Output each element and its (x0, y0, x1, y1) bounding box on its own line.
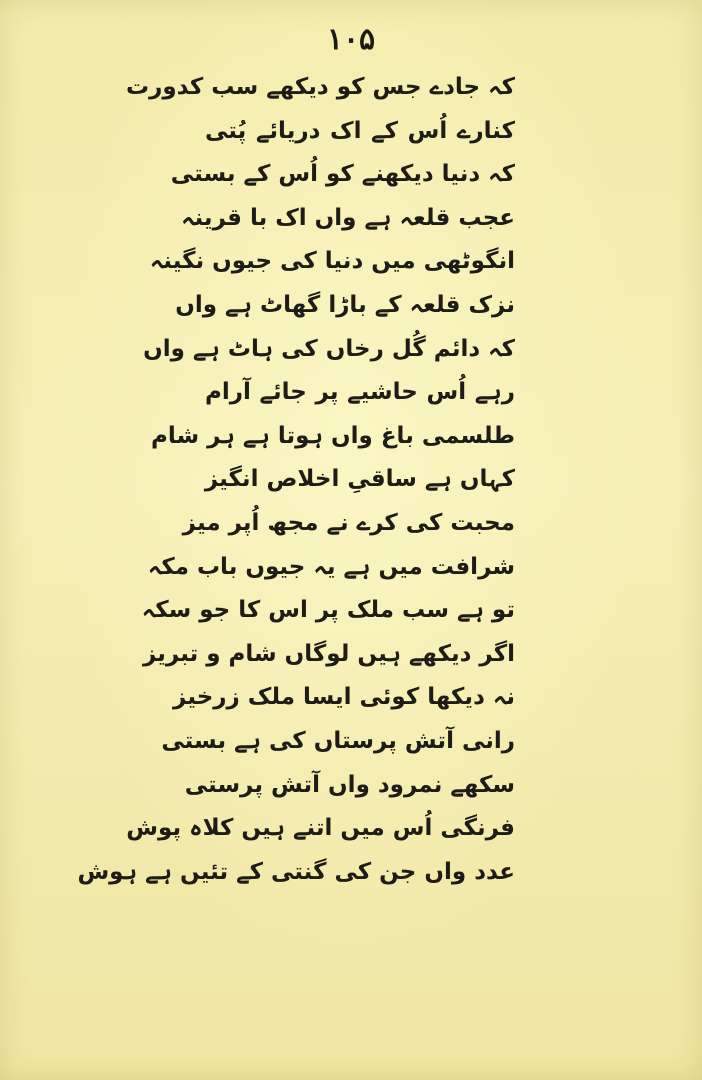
verse-line: عجب قلعہ ہے واں اک با قرینہ (181, 204, 515, 231)
verse-line: کنارے اُس کے اک دریائے پُتی (205, 117, 515, 144)
verse-line: نزک قلعہ کے باڑا گھاٹ ہے واں (175, 291, 515, 318)
page-number: ۱۰۵ (326, 22, 376, 57)
verse-line: کہ دنیا دیکھنے کو اُس کے بستی (170, 161, 515, 188)
verse-line: اگر دیکھے ہیں لوگاں شام و تبریز (142, 640, 515, 667)
verse-line: کہ دائم گُل رخاں کی ہاٹ ہے واں (143, 335, 515, 362)
verse-line: کہاں ہے ساقیِ اخلاص انگیز (204, 466, 515, 493)
verse-line: تو ہے سب ملک پر اس کا جو سکہ (141, 597, 515, 624)
verse-line: فرنگی اُس میں اتنے ہیں کلاہ پوش (126, 815, 515, 842)
verse-line: رہے اُس حاشیے پر جائے آرام (205, 379, 515, 406)
verse-line: محبت کی کرے نے مجھ اُپر میز (182, 509, 515, 536)
verse-list (77, 66, 515, 894)
verse-line: نہ دیکھا کوئی ایسا ملک زرخیز (173, 684, 515, 711)
verse-line: طلسمی باغ واں ہوتا ہے ہر شام (150, 422, 515, 449)
verse-line: کہ جادے جس کو دیکھے سب کدورت (125, 74, 515, 100)
verse-line: انگوٹھی میں دنیا کی جیوں نگینہ (149, 248, 515, 275)
verse-line: رانی آتش پرستاں کی ہے بستی (161, 727, 515, 754)
verse-line: سکھے نمرود واں آتش پرستی (184, 771, 515, 798)
verse-line: شرافت میں ہے یہ جیوں باب مکہ (147, 553, 515, 580)
verse-line: عدد واں جن کی گنتی کے تئیں ہے ہوش (77, 858, 515, 885)
